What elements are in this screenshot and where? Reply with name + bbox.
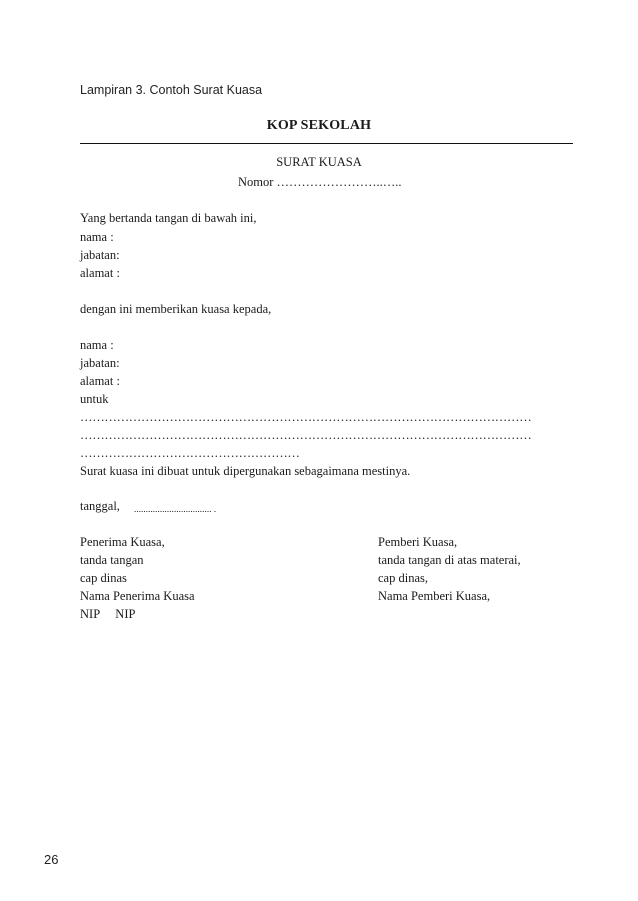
grantor-name-field: nama : [80,230,114,244]
grantee-role: Penerima Kuasa, [80,535,165,549]
closing-statement: Surat kuasa ini dibuat untuk dipergunakan sebagaimana mestinya. [80,464,411,478]
grantor-name-line: Nama Pemberi Kuasa, [378,589,491,603]
date-blank: ................................. . [134,504,217,514]
letter-number: Nomor ……………………..….. [238,175,402,189]
grantor-address-field: alamat : [80,266,120,280]
purpose-line: ………………………………………………………………………………………………… [80,410,532,424]
grant-statement: dengan ini memberikan kuasa kepada, [80,302,272,316]
intro-text: Yang bertanda tangan di bawah ini, [80,211,257,225]
grantor-signature-line: tanda tangan di atas materai, [378,553,521,567]
grantor-stamp-line: cap dinas, [378,571,428,585]
grantor-role: Pemberi Kuasa, [378,535,458,549]
purpose-line: ………………………………………………………………………………………………… [80,428,532,442]
grantee-name-field: nama : [80,338,114,352]
grantee-address-field: alamat : [80,374,120,388]
grantee-position-field: jabatan: [80,356,120,370]
letter-title: SURAT KUASA [276,155,362,169]
purpose-line: ……………………………………………… [80,446,300,460]
page-number: 26 [44,852,59,867]
letterhead-title: KOP SEKOLAH [266,118,372,133]
letterhead-divider [80,143,573,144]
grantee-name-line: Nama Penerima Kuasa [80,589,195,603]
appendix-caption: Lampiran 3. Contoh Surat Kuasa [80,83,263,97]
purpose-label: untuk [80,392,109,406]
grantor-position-field: jabatan: [80,248,120,262]
grantee-signature-line: tanda tangan [80,553,144,567]
grantee-stamp-line: cap dinas [80,571,127,585]
date-label: tanggal, [80,499,120,513]
nip-line: NIP NIP [80,607,136,621]
